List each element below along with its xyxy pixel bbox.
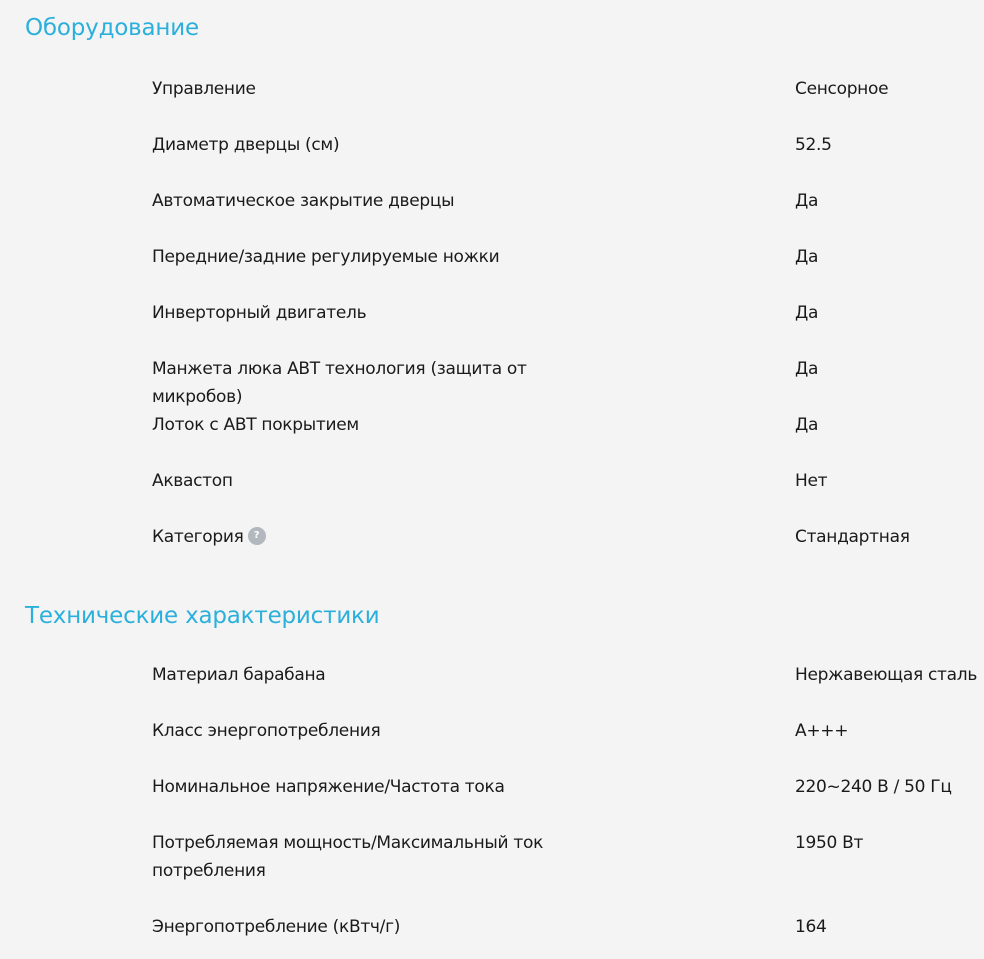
spec-value: 52.5 <box>795 135 832 155</box>
spec-label: Класс энергопотребления <box>152 721 381 741</box>
spec-label: Диаметр дверцы (см) <box>152 135 340 155</box>
spec-value: Нет <box>795 471 828 491</box>
spec-label: Материал барабана <box>152 665 326 685</box>
question-mark-icon[interactable]: ? <box>248 527 266 545</box>
spec-label: Энергопотребление (кВтч/г) <box>152 917 401 937</box>
spec-value: Стандартная <box>795 527 910 547</box>
spec-value: Сенсорное <box>795 79 889 99</box>
spec-label: Категория <box>152 527 244 547</box>
spec-label: Автоматическое закрытие дверцы <box>152 191 455 211</box>
spec-label: Аквастоп <box>152 471 233 491</box>
spec-value: Нержавеющая сталь <box>795 665 978 685</box>
spec-label: Номинальное напряжение/Частота тока <box>152 777 505 797</box>
section-title-equipment: Оборудование <box>25 15 199 41</box>
spec-label: Инверторный двигатель <box>152 303 367 323</box>
spec-label: Лоток с ABT покрытием <box>152 415 359 435</box>
spec-label: Управление <box>152 79 256 99</box>
spec-label-with-help <box>152 523 572 551</box>
spec-value: A+++ <box>795 721 849 741</box>
spec-value: 1950 Вт <box>795 833 864 853</box>
spec-value: Да <box>795 191 819 211</box>
spec-label: Потребляемая мощность/Максимальный ток потребления <box>152 833 544 881</box>
spec-value: 164 <box>795 917 827 937</box>
spec-value: Да <box>795 303 819 323</box>
spec-label: Манжета люка ABT технология (защита от микробов) <box>152 359 527 407</box>
spec-label: Передние/задние регулируемые ножки <box>152 247 500 267</box>
spec-value: Да <box>795 359 819 379</box>
spec-value: Да <box>795 247 819 267</box>
spec-value: Да <box>795 415 819 435</box>
spec-value: 220~240 В / 50 Гц <box>795 777 952 797</box>
section-title-technical-specs: Технические характеристики <box>25 603 380 629</box>
